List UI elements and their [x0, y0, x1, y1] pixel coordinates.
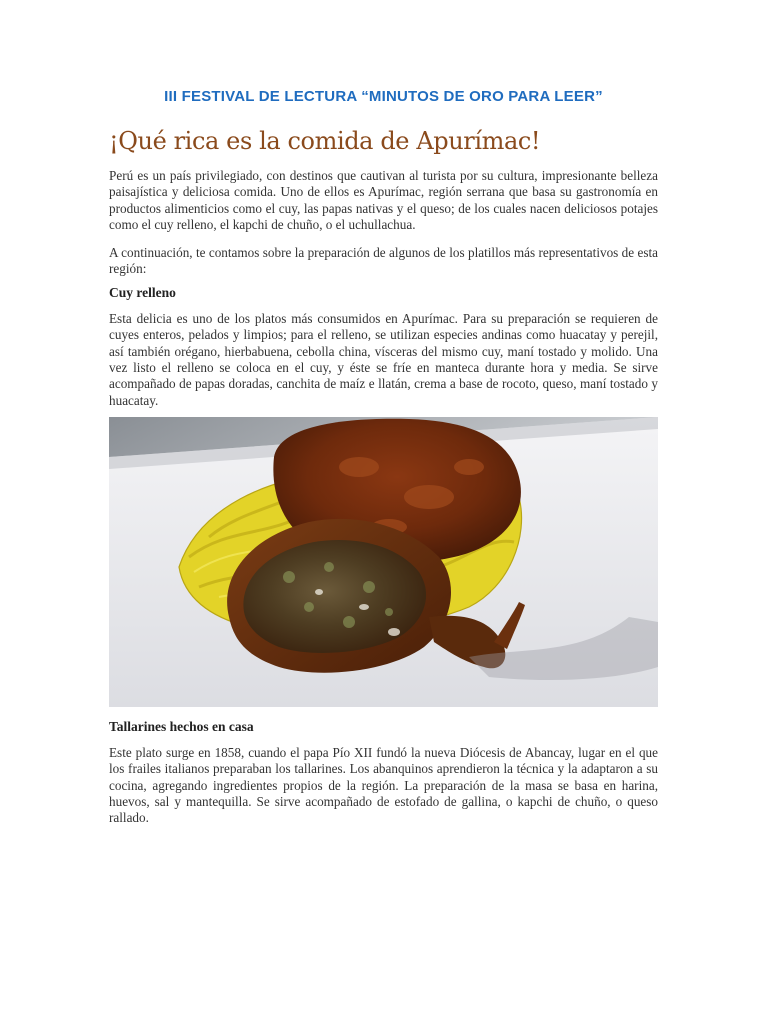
tallarines-paragraph: Este plato surge en 1858, cuando el papa Pío XII fundó la nueva Diócesis de Abancay, lugar en el que los frailes italianos preparaban los tallarines. Los abanquinos aprendieron la técnica y la adaptaron a su cocina, agregando ingredientes propios de la región. La preparación de la masa se basa en harina, huevos, sal y mantequilla. Se sirve acompañado de estofado de gallina, o kapchi de chuño, o queso rallado.: [109, 744, 658, 826]
festival-header: III FESTIVAL DE LECTURA “MINUTOS DE ORO PARA LEER”: [164, 88, 603, 105]
intro-paragraph: Perú es un país privilegiado, con destinos que cautivan al turista por su cultura, impresionante belleza paisajística y deliciosa comida. Uno de ellos es Apurímac, región serrana que basa su gastronomía en productos alimenticios como el cuy, las papas nativas y el queso; de los cuales nacen deliciosos potajes como el cuy relleno, el kapchi de chuño, o el uchullachua.: [109, 168, 658, 233]
document-body: [109, 168, 658, 827]
section-heading-tallarines: Tallarines hechos en casa: [109, 719, 254, 735]
cuy-relleno-photo: [109, 417, 658, 707]
continuation-paragraph: A continuación, te contamos sobre la preparación de algunos de los platillos más representativos de esta región:: [109, 244, 658, 277]
cuy-relleno-paragraph: Esta delicia es uno de los platos más consumidos en Apurímac. Para su preparación se requieren de cuyes enteros, pelados y limpios; para el relleno, se utilizan especies andinas como huacatay y perejil, así también orégano, hierbabuena, cebolla china, vísceras del mismo cuy, maní tostado y molido. Una vez listo el relleno se coloca en el cuy, y éste se fríe en manteca durante hora y media. Se sirve acompañado de papas doradas, canchita de maíz e llatán, crema a base de rocoto, queso, maní tostado y huacatay.: [109, 310, 658, 408]
document-title: ¡Qué rica es la comida de Apurímac!: [109, 127, 541, 155]
section-heading-cuy-relleno: Cuy relleno: [109, 285, 176, 301]
